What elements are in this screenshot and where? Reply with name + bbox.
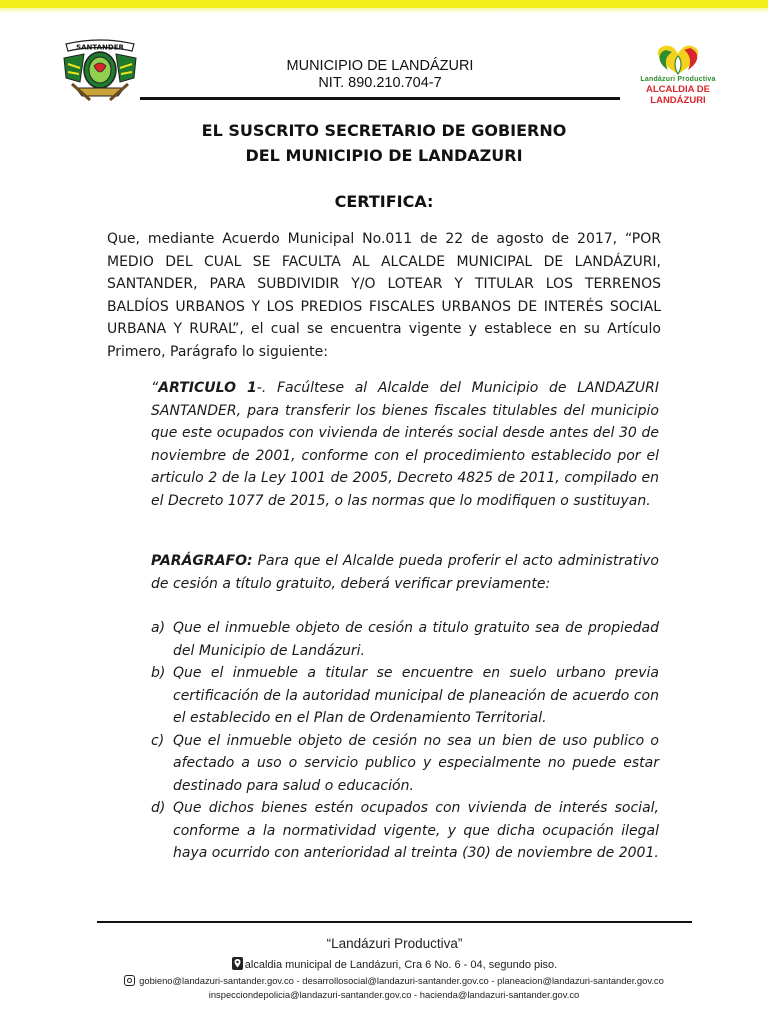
header-org-block [140, 58, 620, 92]
list-item [151, 730, 659, 798]
list-item-marker: c) [151, 732, 165, 749]
footer-slogan: “Landázuri Productiva” [326, 936, 463, 951]
list-item-text: Que dichos bienes estén ocupados con vivienda de interés social, conforme a la normatividad vigente, y que dicha ocupación ilegal haya ocurrido con anterioridad al treinta (30) de noviembre de 2001. [173, 800, 659, 861]
org-nit: NIT. 890.210.704-7 [318, 75, 442, 91]
location-pin-icon [232, 957, 243, 970]
brand-name: ALCALDIA DE LANDÁZURI [645, 84, 711, 106]
list-item-marker: d) [151, 800, 166, 816]
footer-address-text: alcaldia municipal de Landázuri, Cra 6 No. 6 - 04, segundo piso. [244, 959, 558, 971]
santander-crest-icon [60, 38, 140, 102]
list-item-text: Que el inmueble objeto de cesión no sea un bien de uso publico o afectado a uso o servicio publico y especialmente no puede estar destinado para salud o educación. [173, 732, 659, 794]
header-divider [140, 97, 620, 100]
paragrafo-text: Para que el Alcalde pueda proferir el acto administrativo de cesión a título gratuito, deberá verificar previamente: [151, 553, 659, 592]
list-item [151, 617, 659, 662]
certifica-heading: CERTIFICA: [334, 192, 434, 211]
instagram-icon [124, 975, 135, 986]
footer-address [97, 957, 692, 971]
article-label: ARTICULO 1 [158, 380, 257, 396]
paragrafo-label: PARÁGRAFO: [151, 553, 253, 569]
title-line-1: EL SUSCRITO SECRETARIO DE GOBIERNO [201, 121, 567, 140]
top-yellow-bar [0, 0, 768, 8]
footer-emails [104, 974, 684, 1002]
list-item-marker: a) [151, 620, 166, 636]
brand-tagline: Landázuri Productiva [640, 76, 716, 83]
article-text: -. Facúltese al Alcalde del Municipio de LANDAZURI SANTANDER, para transferir los bienes fiscales titulables del municipio que este ocupados con vivienda de interés social desde antes del 30 de noviembre de 2001, conforme con el procedimiento establecido por el articulo 2 de la Ley 1001 de 2005, Decreto 4825 de 2011, compilado en el Decreto 1077 de 2015, o las normas que lo modifiquen o sustituyan. [151, 380, 659, 509]
crest-label: SANTANDER [76, 43, 124, 52]
title-line-2: DEL MUNICIPIO DE LANDAZURI [245, 146, 523, 165]
list-item-text: Que el inmueble a titular se encuentre en suelo urbano previa certificación de la autoridad municipal de planeación de acuerdo con el establecido en el Plan de Ordenamiento Territorial. [173, 665, 659, 726]
article-quote [151, 377, 659, 512]
intro-paragraph: Que, mediante Acuerdo Municipal No.011 de 22 de agosto de 2017, “POR MEDIO DEL CUAL SE FACULTA AL ALCALDE MUNICIPAL DE LANDÁZURI, SANTANDER, PARA SUBDIVIDIR Y/O LOTEAR Y TITULAR LOS TERRENOS BALDÍOS URBANOS Y LOS PREDIOS FISCALES URBANOS DE INTERÉS SOCIAL URBANA Y RURAL”, el cual se encuentra vigente y establece en su Artículo Primero, Parágrafo lo siguiente: [107, 231, 661, 360]
footer-divider [97, 921, 692, 923]
list-item-text: Que el inmueble objeto de cesión a titulo gratuito sea de propiedad del Municipio de Landázuri. [173, 620, 659, 659]
list-item [151, 797, 659, 865]
list-item [151, 662, 659, 730]
footer-emails-line-2: inspecciondepolicia@landazuri-santander.gov.co - hacienda@landazuri-santander.gov.co [208, 989, 580, 1000]
paragrafo-block [151, 550, 659, 595]
document-title [100, 118, 668, 168]
article-open-quote: “ [151, 380, 159, 396]
footer-emails-line-1: gobieno@landazuri-santander.gov.co - desarrollosocial@landazuri-santander.gov.co - planeacion@landazuri-santander.gov.co [139, 975, 664, 986]
list-item-marker: b) [151, 665, 166, 681]
org-name: MUNICIPIO DE LANDÁZURI [286, 58, 474, 74]
requirements-list [151, 617, 659, 865]
